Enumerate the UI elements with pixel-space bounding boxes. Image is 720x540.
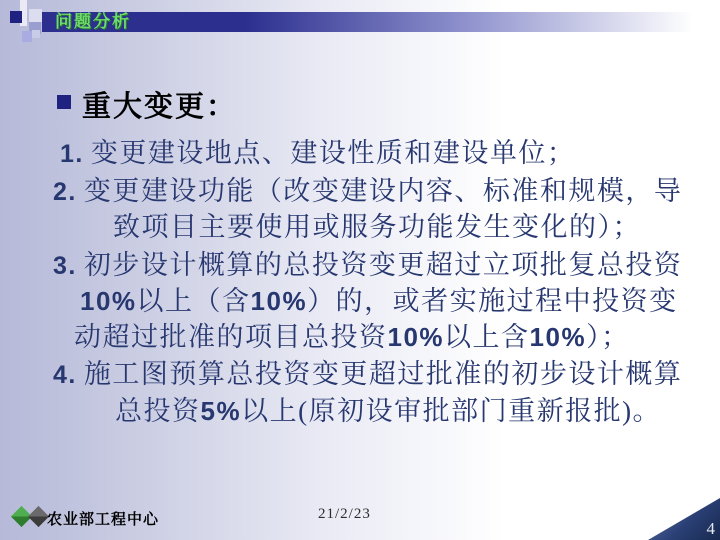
deco-square-navy: [10, 11, 22, 23]
body-line-6: [74, 322, 630, 353]
body-line-4: [53, 250, 682, 282]
body-text: 变更建设功能（改变建设内容、标准和规模，导: [83, 176, 683, 206]
list-number: 4.: [53, 361, 77, 389]
body-line-7: [53, 359, 682, 391]
page-number: 4: [706, 519, 715, 538]
list-number: 2.: [53, 178, 77, 206]
header-bar: [42, 12, 720, 32]
percent-value: 10%: [80, 286, 137, 316]
percent-value: 10%: [250, 286, 308, 316]
deco-square-light: [29, 9, 42, 22]
body-line-1: [60, 138, 575, 170]
body-text: 致项目主要使用或服务功能发生变化的）；: [113, 212, 641, 242]
page-title: 问题分析: [55, 12, 131, 31]
percent-value: 5%: [200, 396, 242, 426]
body-text: ）的，或者实施过程中投资变: [307, 286, 678, 316]
body-text: 初步设计概算的总投资变更超过立项批复总投资: [83, 250, 683, 280]
body-text: 施工图预算总投资变更超过批准的初步设计概算: [83, 359, 683, 389]
body-text: 以上(原初设审批部门重新报批)。: [241, 396, 662, 426]
list-number: 1.: [60, 140, 84, 168]
body-text: 以上（含: [136, 286, 251, 316]
body-line-2: [53, 176, 682, 208]
deco-square-medium: [22, 31, 32, 42]
footer-date: 21/2/23: [318, 506, 371, 522]
body-text: 动超过批准的项目总投资: [74, 322, 388, 352]
deco-square-light: [32, 30, 40, 38]
body-line-8: [115, 396, 661, 427]
percent-value: 10%: [387, 322, 445, 352]
body-text: 变更建设地点、建设性质和建设单位；: [90, 138, 576, 168]
bullet-square-icon: [57, 95, 71, 109]
diamond-icon-gray: [28, 506, 49, 527]
percent-value: 10%: [529, 322, 587, 352]
body-line-3: [113, 212, 641, 243]
body-line-5: [80, 286, 678, 317]
section-heading: 重大变更：: [82, 91, 238, 123]
body-text: 以上含: [444, 322, 530, 352]
body-text: 总投资: [115, 396, 201, 426]
footer-org: 农业部工程中心: [47, 512, 160, 528]
body-text: ）；: [586, 322, 630, 352]
list-number: 3.: [53, 252, 77, 280]
